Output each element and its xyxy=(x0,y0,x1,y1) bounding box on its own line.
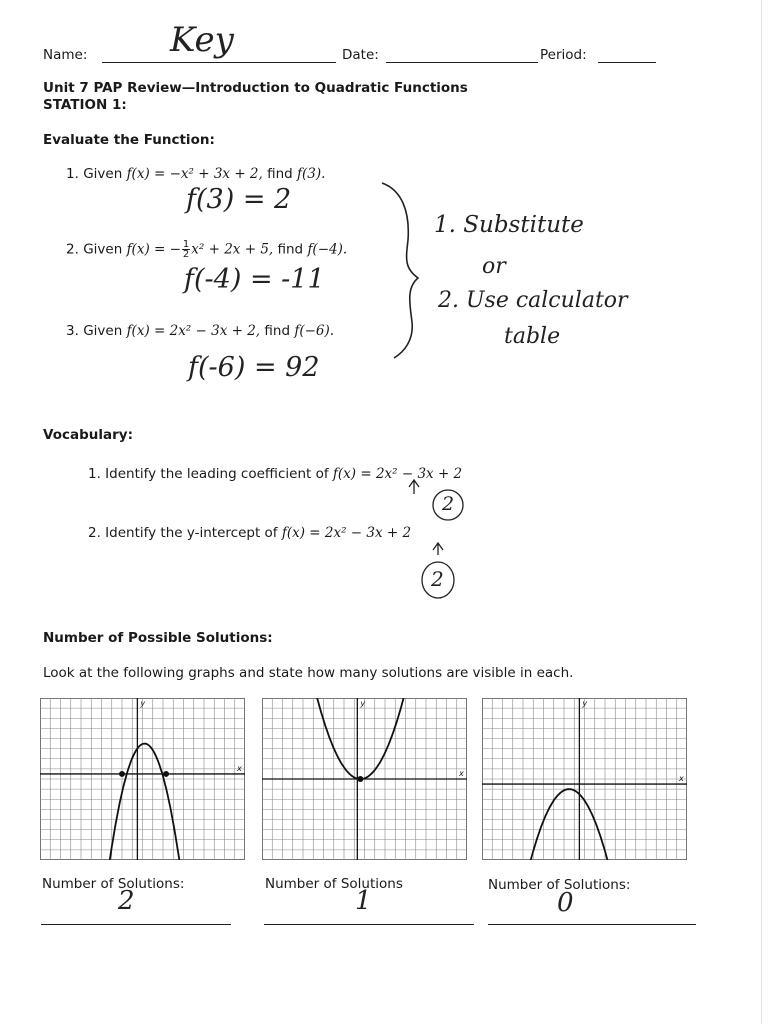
page-title: Unit 7 PAP Review—Introduction to Quadratic Functions xyxy=(43,80,468,96)
note-table: table xyxy=(504,324,561,349)
arrow-leading-coefficient xyxy=(409,480,419,494)
vocab-answer-2: 2 xyxy=(431,567,444,591)
evaluate-question-3: 3. Given f(x) = 2x² − 3x + 2, find f(−6). xyxy=(66,323,335,339)
solutions-answer-1: 2 xyxy=(118,886,135,916)
solutions-label-2: Number of Solutions xyxy=(265,876,403,892)
station-title: STATION 1: xyxy=(43,97,127,113)
solution-point xyxy=(357,776,363,782)
answer-1: f(3) = 2 xyxy=(186,184,292,215)
solutions-heading: Number of Possible Solutions: xyxy=(43,630,273,646)
y-axis-label: y xyxy=(582,699,588,708)
evaluate-heading: Evaluate the Function: xyxy=(43,132,215,148)
solutions-line-2 xyxy=(264,924,474,925)
vocab-question-2: 2. Identify the y-intercept of f(x) = 2x² − 3x + 2 xyxy=(88,525,412,541)
solutions-label-3: Number of Solutions: xyxy=(488,877,631,893)
solutions-line-1 xyxy=(41,924,231,925)
solutions-answer-3: 0 xyxy=(557,888,574,918)
solutions-label-1: Number of Solutions: xyxy=(42,876,185,892)
y-axis-label: y xyxy=(140,699,146,708)
vocab-question-1: 1. Identify the leading coefficient of f(x) = 2x² − 3x + 2 xyxy=(88,466,463,482)
graph-2 xyxy=(262,698,467,860)
y-axis-label: y xyxy=(360,699,366,708)
solutions-instruction: Look at the following graphs and state how many solutions are visible in each. xyxy=(43,665,574,681)
note-calculator: 2. Use calculator xyxy=(438,288,628,313)
note-substitute: 1. Substitute xyxy=(434,212,584,238)
vocab-answer-1: 2 xyxy=(442,493,455,515)
x-axis-label: x xyxy=(679,774,684,784)
solutions-line-3 xyxy=(488,924,696,925)
note-or: or xyxy=(482,254,506,279)
solutions-answer-2: 1 xyxy=(355,886,372,916)
answer-2: f(-4) = -11 xyxy=(184,264,325,295)
name-label: Name: xyxy=(43,47,88,63)
period-label: Period: xyxy=(540,47,587,63)
x-axis-label: x xyxy=(459,769,464,778)
evaluate-question-2: 2. Given f(x) = − $\frac{1}{2}$ x² + 2x + 5, find f(−4). xyxy=(66,239,348,260)
curly-brace xyxy=(382,183,418,358)
fraction-one-half: $\frac{1}{2}$ xyxy=(182,239,190,260)
solution-point xyxy=(119,771,125,777)
date-label: Date: xyxy=(342,47,379,63)
name-value: Key xyxy=(170,20,234,60)
graph-1 xyxy=(40,698,245,860)
answer-3: f(-6) = 92 xyxy=(188,352,320,383)
x-axis-label: x xyxy=(237,763,242,773)
arrow-y-intercept xyxy=(433,543,443,555)
vocabulary-heading: Vocabulary: xyxy=(43,427,133,443)
evaluate-question-1: 1. Given f(x) = −x² + 3x + 2, find f(3). xyxy=(66,166,326,182)
graph-3 xyxy=(482,698,687,860)
solution-point xyxy=(163,771,169,777)
